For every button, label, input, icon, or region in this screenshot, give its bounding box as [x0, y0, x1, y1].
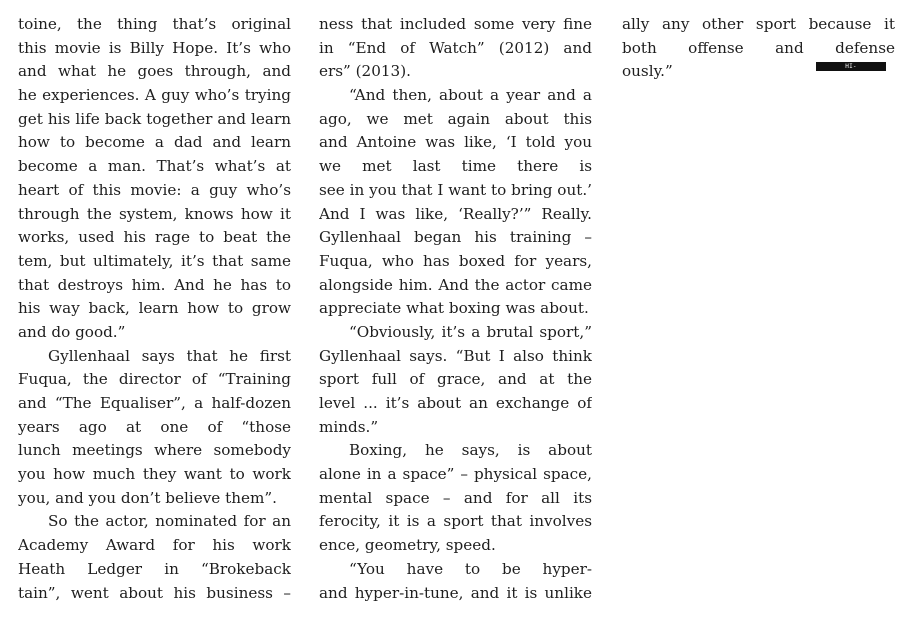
text-line: through the system, knows how it: [18, 204, 291, 223]
text-line: Gyllenhaal says that he first: [48, 346, 291, 365]
text-line: “And then, about a year and a: [349, 86, 592, 105]
text-line: works, used his rage to beat the: [18, 228, 291, 247]
text-line: in “End of Watch” (2012) and: [319, 38, 592, 57]
text-line: Fuqua, the director of “Training: [18, 370, 291, 389]
text-line: ferocity, it is a sport that involves: [319, 512, 592, 531]
text-line: get his life back together and learn: [18, 109, 291, 128]
text-line: ally any other sport because it: [622, 15, 895, 33]
text-line: and “The Equaliser”, a half-dozen: [18, 394, 291, 412]
text-line: Academy Award for his work: [18, 536, 291, 555]
text-line: ness that included some very fine: [319, 15, 592, 33]
text-line: years ago at one of “those: [18, 417, 291, 436]
text-line: and hyper-in-tune, and it is unlike: [319, 583, 592, 602]
text-line: we met last time there is: [319, 157, 592, 176]
text-line: So the actor, nominated for an: [48, 512, 291, 531]
text-line: alongside him. And the actor came: [319, 275, 592, 294]
text-line: lunch meetings where somebody: [18, 441, 291, 460]
article-column-1: [18, 13, 291, 605]
text-line: and Antoine was like, ‘I told you: [319, 133, 592, 152]
text-line: ago, we met again about this: [319, 109, 592, 128]
text-line: ence, geometry, speed.: [319, 536, 496, 555]
text-line: both offense and defense: [622, 38, 895, 57]
article-column-3: [622, 13, 895, 84]
text-line: minds.”: [319, 417, 379, 436]
text-line: see in you that I want to bring out.’: [319, 180, 592, 199]
text-line: you, and you don’t believe them”.: [18, 488, 277, 507]
text-line: Heath Ledger in “Brokeback: [18, 559, 291, 578]
text-line: how to become a dad and learn: [18, 133, 291, 152]
text-line: And I was like, ‘Really?’” Really.: [319, 204, 592, 223]
text-line: level ... it’s about an exchange of: [319, 394, 592, 412]
text-line: alone in a space” – physical space,: [319, 465, 592, 484]
text-line: become a man. That’s what’s at: [18, 157, 291, 176]
text-line: this movie is Billy Hope. It’s who: [18, 38, 291, 57]
text-line: ously.”: [622, 62, 673, 81]
text-line: appreciate what boxing was about.: [319, 299, 589, 318]
text-line: that destroys him. And he has to: [18, 275, 291, 294]
text-line: Fuqua, who has boxed for years,: [319, 251, 592, 270]
text-line: and do good.”: [18, 322, 126, 341]
text-line: sport full of grace, and at the: [319, 370, 592, 389]
text-line: his way back, learn how to grow: [18, 299, 291, 318]
text-line: mental space – and for all its: [319, 488, 592, 507]
text-line: ers” (2013).: [319, 62, 411, 81]
text-line: heart of this movie: a guy who’s: [18, 180, 291, 199]
text-line: Gyllenhaal says. “But I also think: [319, 346, 592, 365]
text-line: tem, but ultimately, it’s that same: [18, 251, 291, 270]
article-column-2: [319, 13, 592, 605]
text-line: Boxing, he says, is about: [349, 441, 592, 460]
text-line: you how much they want to work: [18, 465, 291, 484]
text-line: “Obviously, it’s a brutal sport,”: [349, 322, 592, 341]
text-line: tain”, went about his business –: [18, 583, 291, 602]
text-line: toine, the thing that’s original: [18, 15, 291, 33]
text-line: he experiences. A guy who’s trying: [18, 86, 291, 105]
text-line: Gyllenhaal began his training –: [319, 228, 592, 247]
scan-watermark: HI-: [816, 62, 886, 71]
text-line: “You have to be hyper-: [349, 559, 592, 578]
text-line: and what he goes through, and: [18, 62, 291, 81]
